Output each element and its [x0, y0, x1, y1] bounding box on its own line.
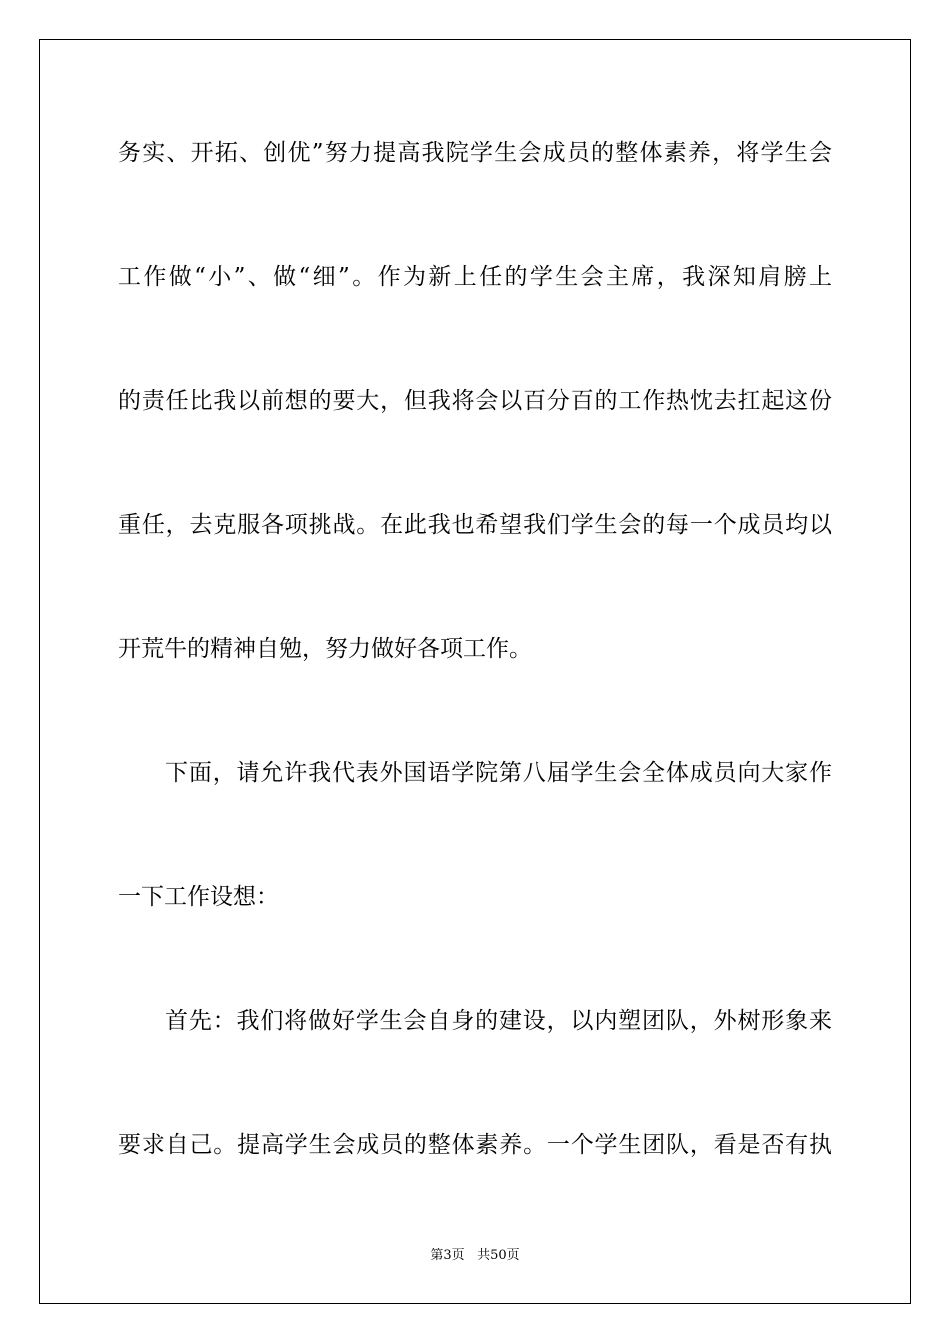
body-line-6: 下面，请允许我代表外国语学院第八届学生会全体成员向大家作: [165, 760, 832, 786]
body-line-8: 首先：我们将做好学生会自身的建设，以内塑团队，外树形象来: [165, 1008, 832, 1034]
page-border: [39, 39, 911, 1304]
body-line-4: 重任，去克服各项挑战。在此我也希望我们学生会的每一个成员均以: [118, 512, 832, 538]
page-total: 共50页: [477, 1248, 520, 1263]
body-line-3: 的责任比我以前想的要大，但我将会以百分百的工作热忱去扛起这份: [118, 388, 832, 414]
page-footer: [0, 1247, 950, 1265]
page-number: 第3页: [430, 1248, 465, 1263]
body-line-9: 要求自己。提高学生会成员的整体素养。一个学生团队，看是否有执: [118, 1132, 832, 1158]
body-line-5: 开荒牛的精神自勉，努力做好各项工作。: [118, 636, 532, 662]
body-line-1: 务实、开拓、创优”努力提高我院学生会成员的整体素养，将学生会: [118, 140, 832, 166]
body-line-2: 工作做“小”、做“细”。作为新上任的学生会主席，我深知肩膀上: [118, 264, 832, 290]
body-line-7: 一下工作设想：: [118, 884, 279, 910]
